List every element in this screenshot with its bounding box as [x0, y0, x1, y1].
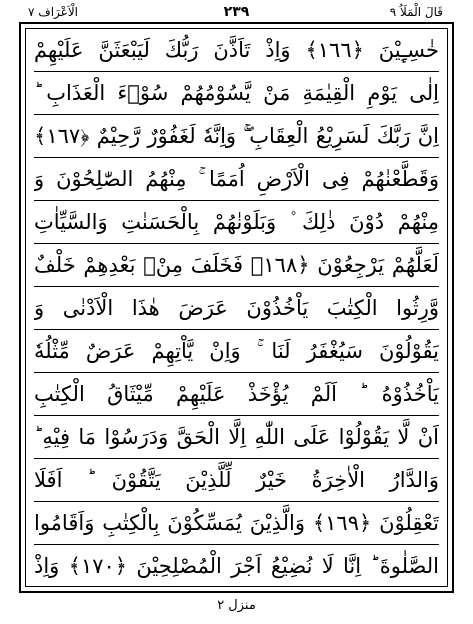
verse-line: لَعَلَّهُمْ يَرْجِعُوْنَ ﴿١٦٨﴾ فَخَلَفَ مِنْۢ بَعْدِهِمْ خَلْفٌ	[34, 253, 439, 277]
line-divider	[34, 157, 439, 158]
verse-line: يَقُوْلُوْنَ سَيُغْفَرُ لَنَا ۚ وَاِنْ يَّاْتِهِمْ عَرَضٌ مِّثْلُهٗ	[34, 339, 439, 363]
verse-line: وَّرِثُوا الْكِتٰبَ يَاْخُذُوْنَ عَرَضَ هٰذَا الْاَدْنٰى وَ	[34, 296, 439, 320]
line-divider	[34, 372, 439, 373]
verse-line: وَقَطَّعْنٰهُمْ فِى الْاَرْضِ اُمَمًا ۚ مِنْهُمُ الصّٰلِحُوْنَ وَ	[34, 167, 439, 191]
page-frame	[19, 22, 454, 593]
verse-line: وَالدَّارُ الْاٰخِرَةُ خَيْرٌ لِّلَّذِيْنَ يَتَّقُوْنَ ؕ اَفَلَا	[34, 468, 439, 492]
header-surah-name: الْاَعْرَاف ٧	[28, 5, 78, 19]
line-divider	[34, 243, 439, 244]
line-divider	[34, 200, 439, 201]
verse-line: اِلٰى يَوْمِ الْقِيٰمَةِ مَنْ يَّسُوْمُهُمْ سُوْۤءَ الْعَذَابِ ؕ	[34, 81, 439, 105]
page-frame-inner	[25, 28, 448, 587]
line-divider	[34, 544, 439, 545]
verse-line: مِنْهُمْ دُوْنَ ذٰلِكَ ۫ وَبَلَوْنٰهُمْ بِالْحَسَنٰتِ وَالسَّيِّاٰتِ	[34, 210, 439, 234]
line-divider	[34, 114, 439, 115]
line-divider	[34, 286, 439, 287]
verse-line: اَنْ لَّا يَقُوْلُوْا عَلَى اللّٰهِ اِلَّا الْحَقَّ وَدَرَسُوْا مَا فِيْهِ ؕ	[34, 425, 439, 449]
line-divider	[34, 415, 439, 416]
verse-line: خٰسِـِٕيْنَ ﴿١٦٦﴾ وَاِذْ تَاَذَّنَ رَبُّكَ لَيَبْعَثَنَّ عَلَيْهِمْ	[34, 38, 439, 62]
page-number: ٢٣٩	[223, 4, 250, 20]
line-divider	[34, 329, 439, 330]
verse-line: يَاْخُذُوْهُ ؕ اَلَمْ يُؤْخَذْ عَلَيْهِمْ مِّيْثَاقُ الْكِتٰبِ	[34, 382, 439, 406]
verse-line: اِنَّ رَبَّكَ لَسَرِيْعُ الْعِقَابِ ۖۚ وَاِنَّهٗ لَغَفُوْرٌ رَّحِيْمٌ ﴿١٦٧﴾	[34, 124, 439, 148]
manzil-marker: منزل ٢	[217, 598, 256, 613]
line-divider	[34, 71, 439, 72]
verse-line: تَعْقِلُوْنَ ﴿١٦٩﴾ وَالَّذِيْنَ يُمَسِّكُوْنَ بِالْكِتٰبِ وَاَقَامُوا	[34, 511, 439, 535]
verse-line: الصَّلٰوةَ ؕ اِنَّا لَا نُضِيْعُ اَجْرَ الْمُصْلِحِيْنَ ﴿١٧٠﴾ وَاِذْ	[34, 554, 439, 578]
line-divider	[34, 501, 439, 502]
header-juz-name: قَالَ الْمَلَاُ ٩	[389, 5, 443, 19]
line-divider	[34, 458, 439, 459]
